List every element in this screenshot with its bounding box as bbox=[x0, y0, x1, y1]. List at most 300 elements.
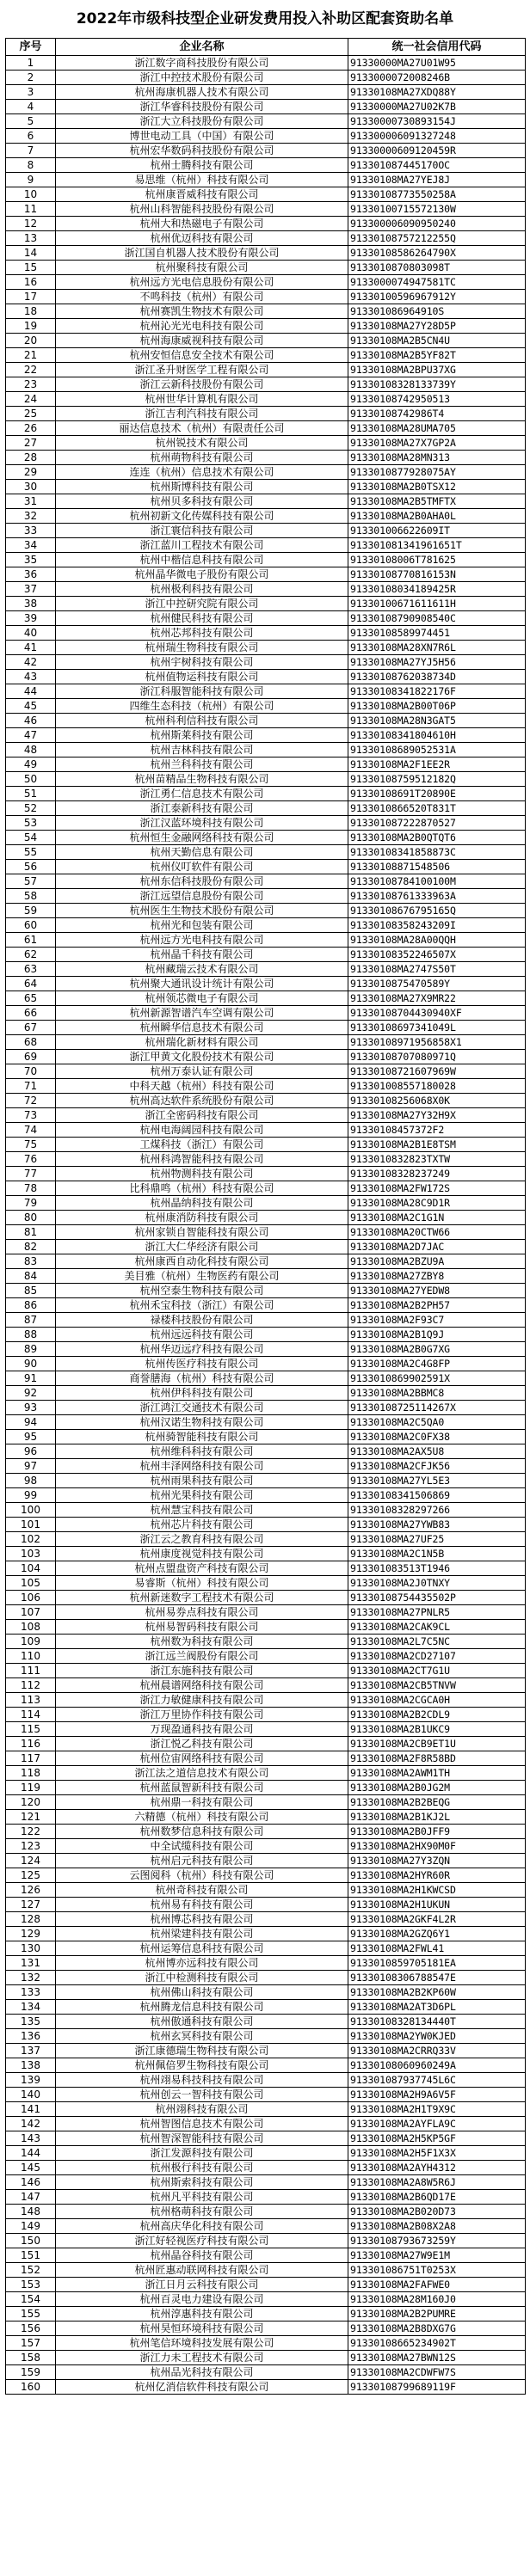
row-company-name: 杭州智图信息技术有限公司 bbox=[56, 2117, 348, 2131]
row-credit-code: 91330108784100100M bbox=[348, 874, 526, 889]
row-company-name: 浙江云新科技股份有限公司 bbox=[56, 377, 348, 392]
subsidy-list-table bbox=[5, 38, 526, 2395]
row-seq: 48 bbox=[6, 743, 56, 757]
row-credit-code: 91330108691T20890E bbox=[348, 787, 526, 801]
row-credit-code: 91330108759512182Q bbox=[348, 772, 526, 787]
row-credit-code: 91330108MA27X9MR22 bbox=[348, 991, 526, 1006]
row-company-name: 杭州贝多科技有限公司 bbox=[56, 494, 348, 509]
row-credit-code: 91330108MA2C4G8FP bbox=[348, 1357, 526, 1371]
table-row bbox=[6, 1678, 526, 1693]
table-row bbox=[6, 1474, 526, 1488]
row-credit-code: 9133000074947581TC bbox=[348, 275, 526, 290]
row-company-name: 杭州芯片科技有限公司 bbox=[56, 1518, 348, 1532]
row-credit-code: 91330108742986T4 bbox=[348, 407, 526, 421]
row-company-name: 美目雅（杭州）生物医药有限公司 bbox=[56, 1269, 348, 1284]
row-credit-code: 91330108MA2CDWFW7S bbox=[348, 2365, 526, 2380]
row-company-name: 杭州易有科技有限公司 bbox=[56, 1898, 348, 1912]
row-seq: 39 bbox=[6, 611, 56, 626]
row-company-name: 杭州高庆华化科技有限公司 bbox=[56, 2219, 348, 2234]
row-company-name: 浙江科服智能科技有限公司 bbox=[56, 684, 348, 699]
table-row bbox=[6, 334, 526, 348]
row-credit-code: 91330108871548506 bbox=[348, 860, 526, 874]
row-seq: 16 bbox=[6, 275, 56, 290]
row-seq: 26 bbox=[6, 421, 56, 436]
row-credit-code: 91330108790908540C bbox=[348, 611, 526, 626]
row-seq: 93 bbox=[6, 1401, 56, 1415]
row-credit-code: 91330108MA2C1G1N bbox=[348, 1211, 526, 1225]
row-credit-code: 91330108MA2H1KWCSD bbox=[348, 1883, 526, 1898]
row-company-name: 杭州伊科科技有限公司 bbox=[56, 1386, 348, 1401]
row-credit-code: 91330108704430940XF bbox=[348, 1006, 526, 1021]
row-company-name: 杭州电海阔园科技有限公司 bbox=[56, 1123, 348, 1138]
row-company-name: 杭州晶纳科技有限公司 bbox=[56, 1196, 348, 1211]
row-credit-code: 91330108MA2AYH4312 bbox=[348, 2161, 526, 2175]
row-credit-code: 91330000609120459R bbox=[348, 144, 526, 158]
row-seq: 47 bbox=[6, 728, 56, 743]
table-row bbox=[6, 1138, 526, 1152]
row-seq: 36 bbox=[6, 567, 56, 582]
row-credit-code: 91330108757212255Q bbox=[348, 231, 526, 246]
table-row bbox=[6, 85, 526, 100]
row-company-name: 杭州奇科技有限公司 bbox=[56, 1883, 348, 1898]
table-row bbox=[6, 2073, 526, 2088]
table-row bbox=[6, 1225, 526, 1240]
row-company-name: 杭州仪叮软件有限公司 bbox=[56, 860, 348, 874]
row-company-name: 杭州东信科技股份有限公司 bbox=[56, 874, 348, 889]
row-credit-code: 91330108689052531A bbox=[348, 743, 526, 757]
row-company-name: 杭州笔信环境科技发展有限公司 bbox=[56, 2336, 348, 2351]
row-credit-code: 91330108MA2A8W5R6J bbox=[348, 2175, 526, 2190]
row-seq: 92 bbox=[6, 1386, 56, 1401]
row-credit-code: 91330108MA20CTW66 bbox=[348, 1225, 526, 1240]
row-company-name: 杭州易智码科技有限公司 bbox=[56, 1620, 348, 1635]
row-credit-code: 91330108MA2CT7G1U bbox=[348, 1664, 526, 1678]
row-company-name: 杭州维科科技有限公司 bbox=[56, 1444, 348, 1459]
row-seq: 53 bbox=[6, 816, 56, 831]
row-credit-code: 91330108MA2CRRQ33V bbox=[348, 2044, 526, 2058]
row-seq: 63 bbox=[6, 962, 56, 977]
table-row bbox=[6, 962, 526, 977]
table-row bbox=[6, 114, 526, 129]
row-credit-code: 913301086964910S bbox=[348, 304, 526, 319]
row-seq: 62 bbox=[6, 948, 56, 962]
row-company-name: 浙江勇仁信息技术有限公司 bbox=[56, 787, 348, 801]
row-credit-code: 91330108MA2H5F1X3X bbox=[348, 2146, 526, 2161]
row-credit-code: 91330108770816153N bbox=[348, 567, 526, 582]
table-row bbox=[6, 348, 526, 363]
row-seq: 156 bbox=[6, 2321, 56, 2336]
table-row bbox=[6, 494, 526, 509]
row-company-name: 杭州位宙网络科技有限公司 bbox=[56, 1751, 348, 1766]
row-company-name: 博世电动工具（中国）有限公司 bbox=[56, 129, 348, 144]
row-seq: 151 bbox=[6, 2248, 56, 2263]
table-row bbox=[6, 1415, 526, 1430]
row-credit-code: 91330108MA2B5YF82T bbox=[348, 348, 526, 363]
table-row bbox=[6, 1444, 526, 1459]
table-row bbox=[6, 1912, 526, 1927]
table-row bbox=[6, 1708, 526, 1722]
row-seq: 135 bbox=[6, 2015, 56, 2029]
row-credit-code: 91330108MA2AT3D6PL bbox=[348, 2000, 526, 2015]
table-row bbox=[6, 509, 526, 524]
row-company-name: 杭州远方光电信息股份有限公司 bbox=[56, 275, 348, 290]
row-credit-code: 91330108MA27Y32H9X bbox=[348, 1108, 526, 1123]
row-company-name: 杭州中楷信息科技有限公司 bbox=[56, 553, 348, 567]
row-company-name: 杭州晶谷科技有限公司 bbox=[56, 2248, 348, 2263]
row-seq: 2 bbox=[6, 71, 56, 85]
row-seq: 153 bbox=[6, 2278, 56, 2292]
row-company-name: 杭州晶华微电子股份有限公司 bbox=[56, 567, 348, 582]
table-row bbox=[6, 860, 526, 874]
header-credit-code: 统一社会信用代码 bbox=[348, 39, 526, 56]
row-seq: 86 bbox=[6, 1298, 56, 1313]
row-credit-code: 91330108773550258A bbox=[348, 187, 526, 202]
row-seq: 116 bbox=[6, 1737, 56, 1751]
row-company-name: 杭州安恒信息安全技术有限公司 bbox=[56, 348, 348, 363]
row-company-name: 杭州淳惠科技有限公司 bbox=[56, 2307, 348, 2321]
row-credit-code: 91330108MA2B0JG2M bbox=[348, 1781, 526, 1795]
row-credit-code: 91330108MA2F93C7 bbox=[348, 1313, 526, 1328]
row-seq: 120 bbox=[6, 1795, 56, 1810]
row-credit-code: 91330108MA2B0TSX12 bbox=[348, 480, 526, 494]
table-row bbox=[6, 918, 526, 933]
row-credit-code: 91330108034189425R bbox=[348, 582, 526, 597]
table-row bbox=[6, 1941, 526, 1956]
row-credit-code: 91330108457372F2 bbox=[348, 1123, 526, 1138]
row-company-name: 杭州博芯科技有限公司 bbox=[56, 1912, 348, 1927]
row-seq: 118 bbox=[6, 1766, 56, 1781]
row-credit-code: 91330108MA2B2BEQG bbox=[348, 1795, 526, 1810]
row-credit-code: 91330108793673259Y bbox=[348, 2234, 526, 2248]
table-row bbox=[6, 933, 526, 948]
row-seq: 101 bbox=[6, 1518, 56, 1532]
row-company-name: 杭州新迷数字工程技术有限公司 bbox=[56, 1591, 348, 1605]
row-credit-code: 91330108MA2H9A6V5F bbox=[348, 2088, 526, 2102]
row-credit-code: 91330108MA2CB9ET1U bbox=[348, 1737, 526, 1751]
row-seq: 27 bbox=[6, 436, 56, 451]
row-seq: 76 bbox=[6, 1152, 56, 1167]
row-company-name: 浙江云之教育科技有限公司 bbox=[56, 1532, 348, 1547]
row-credit-code: 91330108MA2FW172S bbox=[348, 1181, 526, 1196]
row-company-name: 杭州值物运科技有限公司 bbox=[56, 670, 348, 684]
row-company-name: 杭州科利信科技有限公司 bbox=[56, 714, 348, 728]
table-row bbox=[6, 319, 526, 334]
row-company-name: 杭州梁建科技有限公司 bbox=[56, 1927, 348, 1941]
row-seq: 124 bbox=[6, 1854, 56, 1868]
table-row bbox=[6, 538, 526, 553]
row-credit-code: 9133010875470589Y bbox=[348, 977, 526, 991]
table-row bbox=[6, 553, 526, 567]
table-row bbox=[6, 2248, 526, 2263]
table-row bbox=[6, 363, 526, 377]
row-seq: 159 bbox=[6, 2365, 56, 2380]
table-row bbox=[6, 129, 526, 144]
row-company-name: 杭州光果科技有限公司 bbox=[56, 1488, 348, 1503]
row-company-name: 杭州空泰生物科技有限公司 bbox=[56, 1284, 348, 1298]
table-row bbox=[6, 1269, 526, 1284]
row-seq: 131 bbox=[6, 1956, 56, 1971]
row-credit-code: 91330108MA2J0TNXY bbox=[348, 1576, 526, 1591]
row-credit-code: 91330108MA2B0AHA0L bbox=[348, 509, 526, 524]
table-row bbox=[6, 874, 526, 889]
row-company-name: 杭州光和包装有限公司 bbox=[56, 918, 348, 933]
table-body bbox=[6, 56, 526, 2395]
table-row bbox=[6, 377, 526, 392]
table-row bbox=[6, 2190, 526, 2205]
row-company-name: 杭州博亦远科技有限公司 bbox=[56, 1956, 348, 1971]
row-company-name: 杭州兰科科技有限公司 bbox=[56, 757, 348, 772]
table-row bbox=[6, 1547, 526, 1561]
row-seq: 19 bbox=[6, 319, 56, 334]
row-seq: 99 bbox=[6, 1488, 56, 1503]
row-seq: 155 bbox=[6, 2307, 56, 2321]
row-company-name: 六精德（杭州）科技有限公司 bbox=[56, 1810, 348, 1825]
row-credit-code: 91330108MA2HX90M0F bbox=[348, 1839, 526, 1854]
row-credit-code: 91330108754435502P bbox=[348, 1591, 526, 1605]
row-credit-code: 91330108761333963A bbox=[348, 889, 526, 904]
table-row bbox=[6, 1459, 526, 1474]
row-seq: 87 bbox=[6, 1313, 56, 1328]
row-seq: 12 bbox=[6, 217, 56, 231]
row-seq: 104 bbox=[6, 1561, 56, 1576]
row-company-name: 杭州匠惠动联网科技有限公司 bbox=[56, 2263, 348, 2278]
row-company-name: 浙江中控技术股份有限公司 bbox=[56, 71, 348, 85]
table-row bbox=[6, 275, 526, 290]
row-seq: 85 bbox=[6, 1284, 56, 1298]
table-row bbox=[6, 421, 526, 436]
row-credit-code: 91330108MA2AYFLA9C bbox=[348, 2117, 526, 2131]
row-company-name: 杭州丰泽网络科技有限公司 bbox=[56, 1459, 348, 1474]
row-company-name: 浙江大立科技股份有限公司 bbox=[56, 114, 348, 129]
table-row bbox=[6, 1006, 526, 1021]
row-seq: 11 bbox=[6, 202, 56, 217]
row-company-name: 杭州慧宝科技有限公司 bbox=[56, 1503, 348, 1518]
row-seq: 146 bbox=[6, 2175, 56, 2190]
table-row bbox=[6, 626, 526, 641]
row-seq: 21 bbox=[6, 348, 56, 363]
row-credit-code: 91330100596967912Y bbox=[348, 290, 526, 304]
row-credit-code: 91330108MA2C5QA0 bbox=[348, 1415, 526, 1430]
row-credit-code: 91330108MA2B0QTQT6 bbox=[348, 831, 526, 845]
row-company-name: 杭州传医疗科技有限公司 bbox=[56, 1357, 348, 1371]
table-row bbox=[6, 1985, 526, 2000]
row-credit-code: 913301087445170OC bbox=[348, 158, 526, 173]
row-credit-code: 91330108MA2747S50T bbox=[348, 962, 526, 977]
row-seq: 34 bbox=[6, 538, 56, 553]
table-row bbox=[6, 290, 526, 304]
table-row bbox=[6, 1722, 526, 1737]
row-company-name: 杭州品光科技有限公司 bbox=[56, 2365, 348, 2380]
table-row bbox=[6, 2365, 526, 2380]
row-seq: 77 bbox=[6, 1167, 56, 1181]
table-row bbox=[6, 1021, 526, 1035]
table-row bbox=[6, 1371, 526, 1386]
row-credit-code: 91330108328133739Y bbox=[348, 377, 526, 392]
row-company-name: 杭州运筹信息科技有限公司 bbox=[56, 1941, 348, 1956]
row-seq: 33 bbox=[6, 524, 56, 538]
header-company-name: 企业名称 bbox=[56, 39, 348, 56]
row-seq: 71 bbox=[6, 1079, 56, 1094]
row-seq: 121 bbox=[6, 1810, 56, 1825]
row-company-name: 浙江全密码科技有限公司 bbox=[56, 1108, 348, 1123]
table-row bbox=[6, 261, 526, 275]
row-credit-code: 91330108MA2B2CDL9 bbox=[348, 1708, 526, 1722]
table-row bbox=[6, 1825, 526, 1839]
row-seq: 74 bbox=[6, 1123, 56, 1138]
table-row bbox=[6, 187, 526, 202]
row-credit-code: 91330108MA2BZU9A bbox=[348, 1254, 526, 1269]
row-credit-code: 9133010866520T831T bbox=[348, 801, 526, 816]
row-credit-code: 91330108MA27ZBY8 bbox=[348, 1269, 526, 1284]
row-seq: 25 bbox=[6, 407, 56, 421]
row-seq: 20 bbox=[6, 334, 56, 348]
table-row bbox=[6, 1868, 526, 1883]
table-row bbox=[6, 436, 526, 451]
row-seq: 4 bbox=[6, 100, 56, 114]
row-credit-code: 91330108MA28C9D1R bbox=[348, 1196, 526, 1211]
row-seq: 147 bbox=[6, 2190, 56, 2205]
table-row bbox=[6, 1240, 526, 1254]
row-credit-code: 91330108341822176F bbox=[348, 684, 526, 699]
row-company-name: 杭州大和热磁电子有限公司 bbox=[56, 217, 348, 231]
row-company-name: 杭州科鸿智能科技有限公司 bbox=[56, 1152, 348, 1167]
row-seq: 43 bbox=[6, 670, 56, 684]
row-credit-code: 91330108MA2F1EE2R bbox=[348, 757, 526, 772]
row-credit-code: 9133010832823TXTW bbox=[348, 1152, 526, 1167]
table-row bbox=[6, 655, 526, 670]
table-row bbox=[6, 787, 526, 801]
row-company-name: 四维生态科技（杭州）有限公司 bbox=[56, 699, 348, 714]
row-credit-code: 91330108971956858X1 bbox=[348, 1035, 526, 1050]
row-seq: 122 bbox=[6, 1825, 56, 1839]
table-row bbox=[6, 144, 526, 158]
table-row bbox=[6, 582, 526, 597]
row-credit-code: 91330108MA2B1UKC9 bbox=[348, 1722, 526, 1737]
row-company-name: 连连（杭州）信息技术有限公司 bbox=[56, 465, 348, 480]
row-credit-code: 91330108MA2C0FX38 bbox=[348, 1430, 526, 1444]
row-seq: 149 bbox=[6, 2219, 56, 2234]
row-credit-code: 91330108MA2B00T06P bbox=[348, 699, 526, 714]
row-credit-code: 91330108MA27X7GP2A bbox=[348, 436, 526, 451]
table-header bbox=[6, 39, 526, 56]
table-row bbox=[6, 1927, 526, 1941]
table-row bbox=[6, 2380, 526, 2395]
table-row bbox=[6, 1854, 526, 1868]
row-credit-code: 91330108MA27Y3ZQN bbox=[348, 1854, 526, 1868]
row-company-name: 杭州初新文化传媒科技有限公司 bbox=[56, 509, 348, 524]
row-seq: 94 bbox=[6, 1415, 56, 1430]
row-credit-code: 913301087937745L6C bbox=[348, 2073, 526, 2088]
row-company-name: 杭州赛凯生物技术有限公司 bbox=[56, 304, 348, 319]
row-credit-code: 91330108MA2B8DXG7G bbox=[348, 2321, 526, 2336]
row-credit-code: 91330108MA2D7JAC bbox=[348, 1240, 526, 1254]
row-seq: 117 bbox=[6, 1751, 56, 1766]
row-seq: 24 bbox=[6, 392, 56, 407]
table-row bbox=[6, 2175, 526, 2190]
row-company-name: 杭州聚科技有限公司 bbox=[56, 261, 348, 275]
table-row bbox=[6, 2102, 526, 2117]
row-seq: 60 bbox=[6, 918, 56, 933]
row-credit-code: 9133010859705181EA bbox=[348, 1956, 526, 1971]
row-seq: 41 bbox=[6, 641, 56, 655]
row-company-name: 杭州医生生物技术股份有限公司 bbox=[56, 904, 348, 918]
row-seq: 152 bbox=[6, 2263, 56, 2278]
row-company-name: 杭州新源智谱汽车空调有限公司 bbox=[56, 1006, 348, 1021]
row-seq: 28 bbox=[6, 451, 56, 465]
table-row bbox=[6, 1079, 526, 1094]
row-company-name: 杭州藏瑞云技术有限公司 bbox=[56, 962, 348, 977]
row-credit-code: 91330108MA2FAFWE0 bbox=[348, 2278, 526, 2292]
row-seq: 18 bbox=[6, 304, 56, 319]
table-row bbox=[6, 202, 526, 217]
row-credit-code: 91330108MA2B6QD17E bbox=[348, 2190, 526, 2205]
table-row bbox=[6, 1298, 526, 1313]
row-seq: 90 bbox=[6, 1357, 56, 1371]
row-company-name: 浙江悦乙科技有限公司 bbox=[56, 1737, 348, 1751]
row-credit-code: 91330108MA2B1E8TSM bbox=[348, 1138, 526, 1152]
table-row bbox=[6, 728, 526, 743]
row-credit-code: 91330108MA27XDQ88Y bbox=[348, 85, 526, 100]
row-credit-code: 91330108MA2YW0KJED bbox=[348, 2029, 526, 2044]
row-seq: 88 bbox=[6, 1328, 56, 1342]
table-row bbox=[6, 451, 526, 465]
row-seq: 95 bbox=[6, 1430, 56, 1444]
table-row bbox=[6, 524, 526, 538]
row-credit-code: 91330108MA2H1T9X9C bbox=[348, 2102, 526, 2117]
table-row bbox=[6, 2044, 526, 2058]
row-seq: 143 bbox=[6, 2131, 56, 2146]
row-company-name: 浙江日月云科技有限公司 bbox=[56, 2278, 348, 2292]
row-credit-code: 913301008557180028 bbox=[348, 1079, 526, 1094]
row-credit-code: 91330108MA2HYR60R bbox=[348, 1868, 526, 1883]
row-company-name: 杭州雨果科技有限公司 bbox=[56, 1474, 348, 1488]
row-company-name: 易睿斯（杭州）科技有限公司 bbox=[56, 1576, 348, 1591]
row-company-name: 杭州宏华数码科技股份有限公司 bbox=[56, 144, 348, 158]
table-row bbox=[6, 2117, 526, 2131]
row-company-name: 杭州康西自动化科技有限公司 bbox=[56, 1254, 348, 1269]
row-company-name: 杭州苗精品生物科技有限公司 bbox=[56, 772, 348, 787]
row-company-name: 杭州物测科技有限公司 bbox=[56, 1167, 348, 1181]
row-seq: 67 bbox=[6, 1021, 56, 1035]
row-credit-code: 91330108MA27Y28D5P bbox=[348, 319, 526, 334]
table-row bbox=[6, 304, 526, 319]
row-credit-code: 91330108328237249 bbox=[348, 1167, 526, 1181]
row-seq: 129 bbox=[6, 1927, 56, 1941]
table-row bbox=[6, 1035, 526, 1050]
row-seq: 132 bbox=[6, 1971, 56, 1985]
row-company-name: 杭州极行科技有限公司 bbox=[56, 2161, 348, 2175]
row-seq: 84 bbox=[6, 1269, 56, 1284]
row-credit-code: 91330108341506869 bbox=[348, 1488, 526, 1503]
row-credit-code: 913300006091327248 bbox=[348, 129, 526, 144]
table-row bbox=[6, 2351, 526, 2365]
row-credit-code: 91330000MA27U01W95 bbox=[348, 56, 526, 71]
table-row bbox=[6, 1620, 526, 1635]
row-seq: 54 bbox=[6, 831, 56, 845]
row-company-name: 浙江远望信息股份有限公司 bbox=[56, 889, 348, 904]
table-row bbox=[6, 641, 526, 655]
header-row bbox=[6, 39, 526, 56]
row-seq: 114 bbox=[6, 1708, 56, 1722]
row-company-name: 杭州山科智能科技股份有限公司 bbox=[56, 202, 348, 217]
row-company-name: 杭州凡平科技有限公司 bbox=[56, 2190, 348, 2205]
row-company-name: 杭州瑞化新材料有限公司 bbox=[56, 1035, 348, 1050]
row-company-name: 杭州鼎一科技有限公司 bbox=[56, 1795, 348, 1810]
table-row bbox=[6, 1693, 526, 1708]
row-company-name: 杭州沁光光电科技有限公司 bbox=[56, 319, 348, 334]
table-row bbox=[6, 1766, 526, 1781]
table-row bbox=[6, 231, 526, 246]
